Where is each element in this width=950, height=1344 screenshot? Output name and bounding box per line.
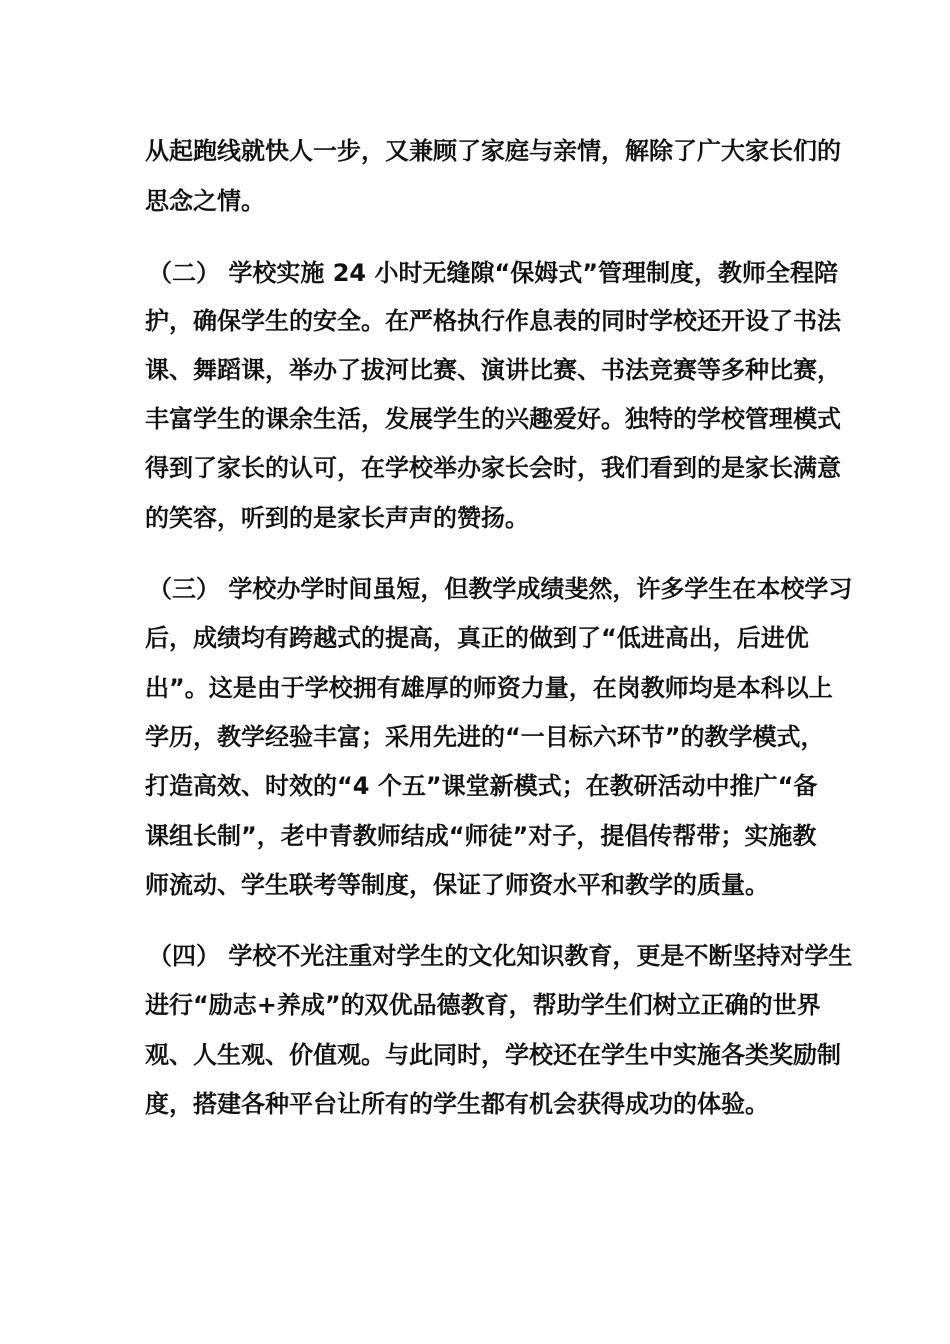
paragraph-2-line-3: 课、舞蹈课，举办了拔河比赛、演讲比赛、书法竞赛等多种比赛， [145,356,841,384]
paragraph-2-line-4: 丰富学生的课余生活，发展学生的兴趣爱好。独特的学校管理模式 [145,405,841,433]
paragraph-3-line-6: 课组长制”，老中青教师结成“师徒”对子，提倡传帮带；实施教 [145,822,817,850]
paragraph-3-line-5: 打造高效、时效的“4 个五”课堂新模式；在教研活动中推广“备 [145,772,818,800]
paragraph-3-line-3: 出”。这是由于学校拥有雄厚的师资力量，在岗教师均是本科以上 [145,674,833,702]
paragraph-4-line-4: 度，搭建各种平台让所有的学生都有机会获得成功的体验。 [145,1090,769,1118]
paragraph-2-line-6: 的笑容，听到的是家长声声的赞扬。 [145,504,529,532]
paragraph-3-line-4: 学历，教学经验丰富；采用先进的“一目标六环节”的教学模式， [145,723,825,751]
paragraph-2-line-5: 得到了家长的认可，在学校举办家长会时，我们看到的是家长满意 [145,454,841,482]
paragraph-1-line-1: 从起跑线就快人一步，又兼顾了家庭与亲情，解除了广大家长们的 [145,137,841,165]
paragraph-2-line-1: （二） 学校实施 24 小时无缝隙“保姆式”管理制度，教师全程陪 [148,259,839,287]
paragraph-3-line-2: 后，成绩均有跨越式的提高，真正的做到了“低进高出，后进优 [145,624,809,652]
paragraph-4-line-2: 进行“励志+养成”的双优品德教育，帮助学生们树立正确的世界 [145,991,821,1019]
paragraph-4-line-1: （四） 学校不光注重对学生的文化知识教育，更是不断坚持对学生 [148,942,853,970]
paragraph-3-line-1: （三） 学校办学时间虽短，但教学成绩斐然，许多学生在本校学习 [148,575,853,603]
paragraph-3-line-7: 师流动、学生联考等制度，保证了师资水平和教学的质量。 [145,871,769,899]
paragraph-4-line-3: 观、人生观、价值观。与此同时，学校还在学生中实施各类奖励制 [145,1041,841,1069]
paragraph-1-line-2: 思念之情。 [145,187,265,215]
paragraph-2-line-2: 护，确保学生的安全。在严格执行作息表的同时学校还开设了书法 [145,307,841,335]
